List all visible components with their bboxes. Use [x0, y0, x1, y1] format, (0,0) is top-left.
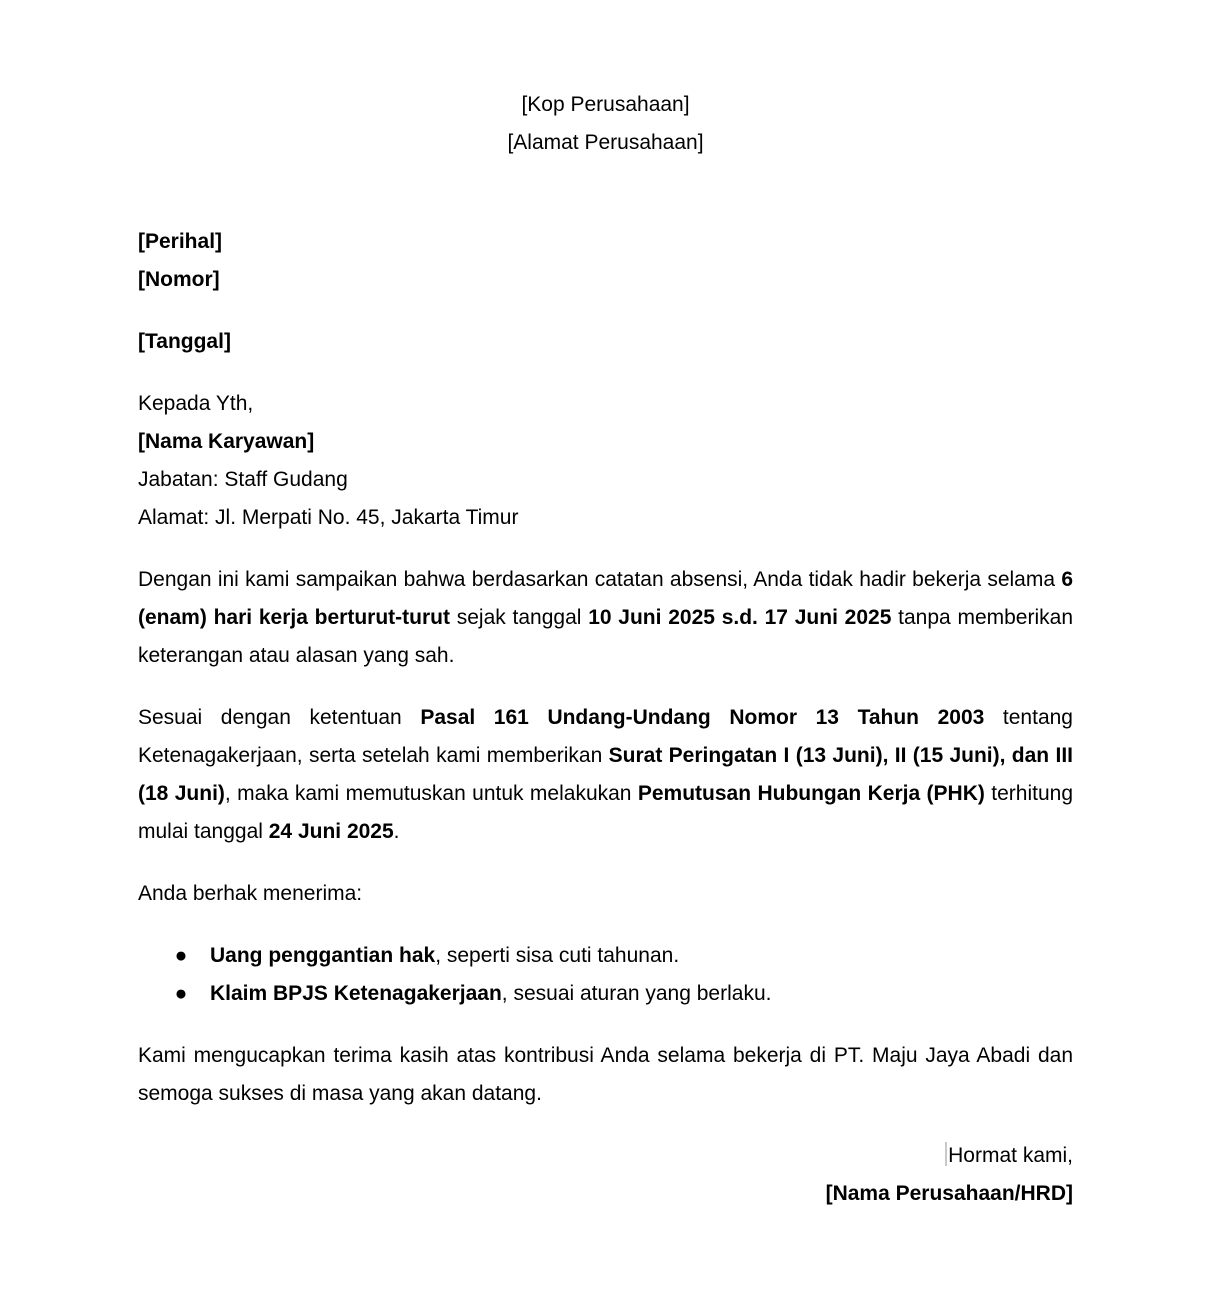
- paragraph-absence: [138, 561, 1073, 675]
- entitlement-title: Klaim BPJS Ketenagakerjaan: [210, 982, 502, 1005]
- paragraph-absence-text-1: Dengan ini kami sampaikan bahwa berdasarkan catatan absensi, Anda tidak hadir bekerja selama: [138, 568, 1062, 591]
- paragraph-absence-text-3: tanpa memberikan keterangan atau alasan yang sah.: [138, 606, 1073, 667]
- absence-date-range: 10 Juni 2025 s.d. 17 Juni 2025: [588, 606, 892, 629]
- bullet-icon: ●: [174, 944, 188, 967]
- entitlements-list: [138, 937, 1073, 1013]
- letter-page: [138, 86, 1073, 1213]
- entitlement-detail: , sesuai aturan yang berlaku.: [501, 982, 772, 1005]
- number-field: [Nomor]: [138, 268, 220, 291]
- recipient-salutation: Kepada Yth,: [138, 392, 254, 415]
- entitlement-title: Uang penggantian hak: [210, 944, 436, 967]
- legal-basis: Pasal 161 Undang-Undang Nomor 13 Tahun 2003: [420, 706, 985, 729]
- paragraph-termination-text-5: .: [393, 820, 400, 843]
- warning-letters: Surat Peringatan I (13 Juni), II (15 Juni), dan III (18 Juni): [138, 744, 1073, 805]
- list-item: [138, 975, 1073, 1013]
- recipient-block: [138, 385, 1073, 537]
- paragraph-termination-text-3: , maka kami memutuskan untuk melakukan: [224, 782, 638, 805]
- letterhead-company: [Kop Perusahaan]: [521, 93, 690, 116]
- paragraph-termination: [138, 699, 1073, 851]
- bullet-icon: ●: [174, 982, 188, 1005]
- signature-regards-text: Hormat kami,: [948, 1144, 1073, 1167]
- recipient-position: Jabatan: Staff Gudang: [138, 468, 348, 491]
- recipient-name: [Nama Karyawan]: [138, 430, 315, 453]
- recipient-address: Alamat: Jl. Merpati No. 45, Jakarta Timur: [138, 506, 519, 529]
- paragraph-termination-text-1: Sesuai dengan ketentuan: [138, 706, 421, 729]
- paragraph-termination-text-2: tentang Ketenagakerjaan, serta setelah kami memberikan: [138, 706, 1073, 767]
- termination-term: Pemutusan Hubungan Kerja (PHK): [637, 782, 985, 805]
- text-cursor[interactable]: [945, 1142, 947, 1166]
- list-item: [138, 937, 1073, 975]
- absence-duration: 6 (enam) hari kerja berturut-turut: [138, 568, 1073, 629]
- letterhead-address: [Alamat Perusahaan]: [507, 131, 704, 154]
- paragraph-absence-text-2: sejak tanggal: [449, 606, 589, 629]
- entitlement-detail: , seperti sisa cuti tahunan.: [435, 944, 680, 967]
- termination-date: 24 Juni 2025: [268, 820, 394, 843]
- entitlements-intro: Anda berhak menerima:: [138, 882, 363, 905]
- paragraph-closing: Kami mengucapkan terima kasih atas kontribusi Anda selama bekerja di PT. Maju Jaya Abadi dan semoga sukses di masa yang akan datang.: [138, 1044, 1073, 1105]
- paragraph-termination-text-4: terhitung mulai tanggal: [138, 782, 1073, 843]
- signature-regards: [138, 1137, 1073, 1175]
- date-field: [Tanggal]: [138, 330, 231, 353]
- signature-block: [138, 1137, 1073, 1213]
- signature-signer: [Nama Perusahaan/HRD]: [825, 1182, 1073, 1205]
- subject-field: [Perihal]: [138, 230, 223, 253]
